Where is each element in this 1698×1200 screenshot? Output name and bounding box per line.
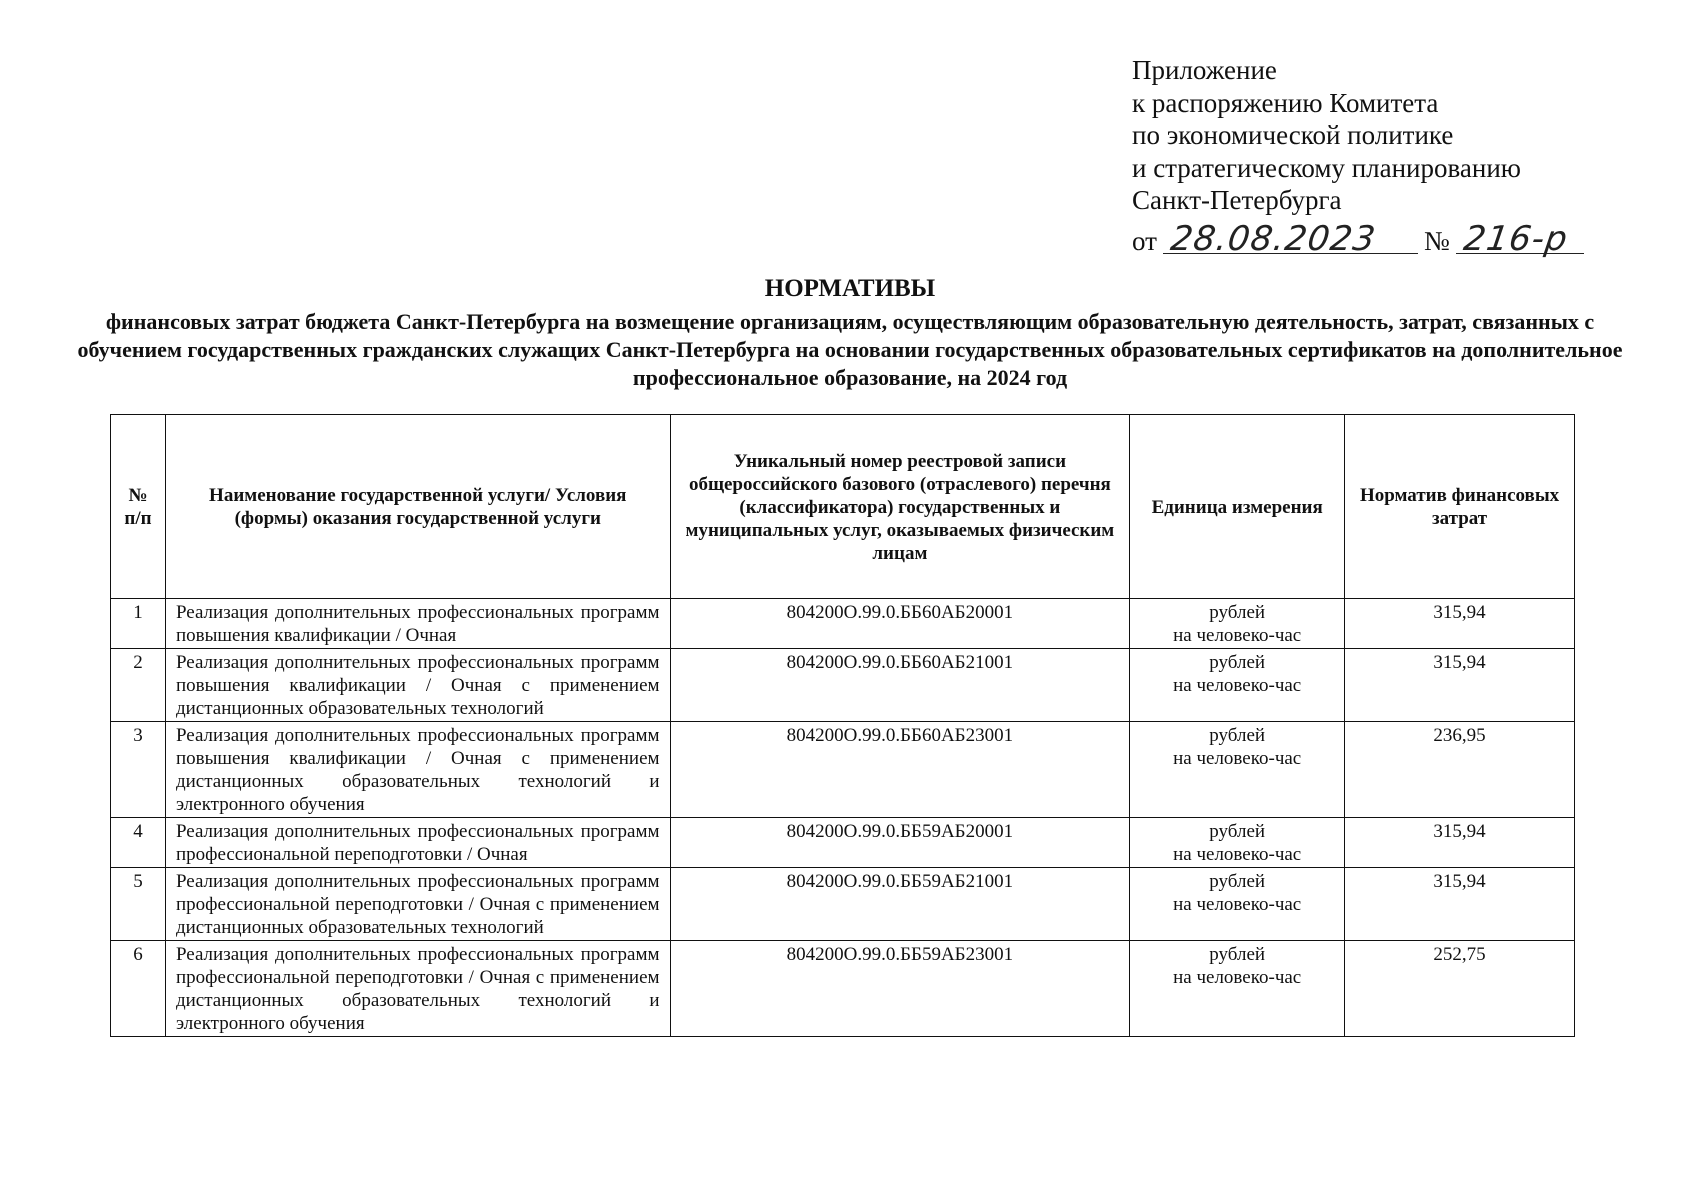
table-row [111,722,1575,818]
header-registry-code: Уникальный номер реестровой записи общероссийского базового (отраслевого) перечня (классификатора) государственных и муниципальных услуг, оказываемых физическим лицам [670,415,1130,599]
annex-line: Приложение [1132,55,1277,85]
service-name: Реализация дополнительных профессиональных программ повышения квалификации / Очная [165,599,670,649]
unit-cell [1130,941,1345,1037]
annex-block [1132,54,1652,258]
unit-currency: рублей [1209,944,1266,965]
unit-basis: на человеко-час [1173,748,1302,769]
norm-value: 315,94 [1345,868,1575,941]
service-name: Реализация дополнительных профессиональных программ профессиональной переподготовки / Очная с применением дистанционных образовательных технологий [165,868,670,941]
document-title: НОРМАТИВЫ [764,275,936,302]
row-num: 2 [111,649,166,722]
norm-value: 236,95 [1345,722,1575,818]
row-num: 5 [111,868,166,941]
from-label: от [1132,226,1157,256]
registry-code: 804200О.99.0.ББ59АБ20001 [670,818,1130,868]
unit-currency: рублей [1209,821,1266,842]
document-subtitle: финансовых затрат бюджета Санкт-Петербурга на возмещение организациям, осуществляющим образовательную деятельность, затрат, связанных с обучением государственных гражданских служащих Санкт-Петербурга на основании государственных образовательных сертификатов на дополнительное профессиональное образование, на 2024 год [77,309,1623,390]
norm-value: 315,94 [1345,649,1575,722]
annex-line: к распоряжению Комитета [1132,87,1439,118]
table-row [111,868,1575,941]
document-heading [60,272,1640,392]
service-name: Реализация дополнительных профессиональных программ профессиональной переподготовки / Очная [165,818,670,868]
unit-basis: на человеко-час [1173,894,1302,915]
table-row [111,649,1575,722]
unit-basis: на человеко-час [1173,967,1302,988]
service-name: Реализация дополнительных профессиональных программ повышения квалификации / Очная с применением дистанционных образовательных технологий [165,649,670,722]
row-num: 3 [111,722,166,818]
handwritten-date: 28.08.2023 [1168,219,1379,259]
registry-code: 804200О.99.0.ББ59АБ21001 [670,868,1130,941]
header-num: № п/п [111,415,166,599]
annex-line: и стратегическому планированию [1132,152,1521,183]
unit-cell [1130,818,1345,868]
annex-line: Санкт-Петербурга [1132,185,1342,215]
service-name: Реализация дополнительных профессиональных программ профессиональной переподготовки / Очная с применением дистанционных образовательных технологий и электронного обучения [165,941,670,1037]
number-label: № [1423,226,1450,256]
unit-currency: рублей [1209,725,1266,746]
unit-currency: рублей [1209,871,1266,892]
order-date-number [1132,217,1652,258]
norm-value: 315,94 [1345,818,1575,868]
table-row [111,599,1575,649]
unit-cell [1130,599,1345,649]
unit-basis: на человеко-час [1173,675,1302,696]
unit-cell [1130,722,1345,818]
handwritten-number: 216-р [1460,219,1571,259]
header-unit: Единица измерения [1130,415,1345,599]
date-field [1163,217,1418,259]
number-field [1456,217,1584,259]
unit-cell [1130,868,1345,941]
table-row [111,818,1575,868]
unit-cell [1130,649,1345,722]
registry-code: 804200О.99.0.ББ60АБ20001 [670,599,1130,649]
row-num: 1 [111,599,166,649]
registry-code: 804200О.99.0.ББ60АБ23001 [670,722,1130,818]
registry-code: 804200О.99.0.ББ60АБ21001 [670,649,1130,722]
annex-line: по экономической политике [1132,120,1454,150]
unit-currency: рублей [1209,602,1266,623]
row-num: 4 [111,818,166,868]
table-header-row [111,415,1575,599]
service-name: Реализация дополнительных профессиональных программ повышения квалификации / Очная с применением дистанционных образовательных технологий и электронного обучения [165,722,670,818]
unit-basis: на человеко-час [1173,844,1302,865]
registry-code: 804200О.99.0.ББ59АБ23001 [670,941,1130,1037]
norm-value: 252,75 [1345,941,1575,1037]
table-row [111,941,1575,1037]
unit-currency: рублей [1209,652,1266,673]
row-num: 6 [111,941,166,1037]
header-norm-value: Норматив финансовых затрат [1345,415,1575,599]
unit-basis: на человеко-час [1173,625,1302,646]
norms-table [110,414,1575,1037]
norm-value: 315,94 [1345,599,1575,649]
header-service-name: Наименование государственной услуги/ Условия (формы) оказания государственной услуги [165,415,670,599]
